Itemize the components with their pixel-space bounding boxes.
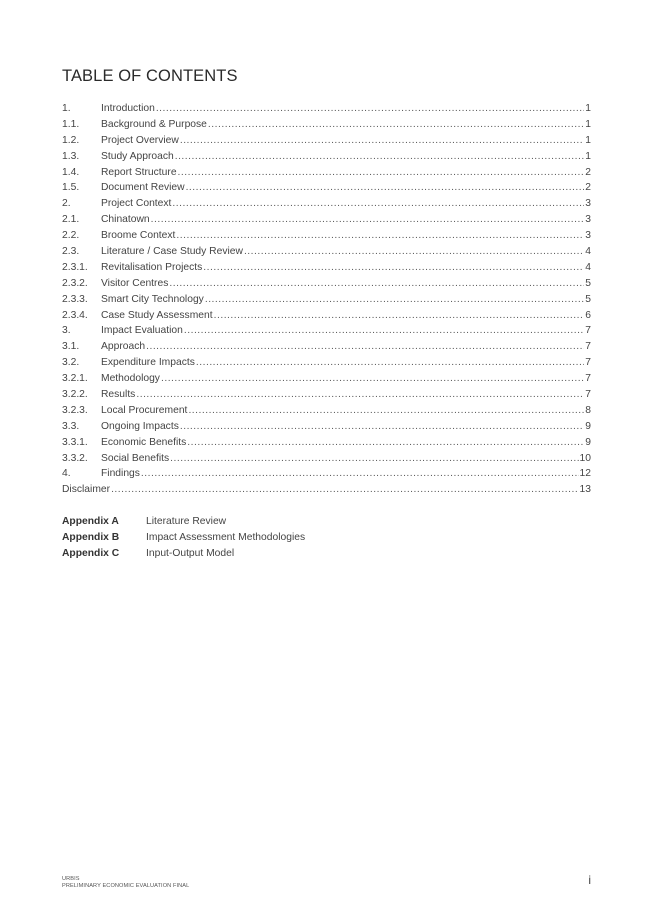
toc-entry[interactable] [62,117,591,133]
footer-company: URBIS [62,876,80,882]
toc-entry[interactable] [62,339,591,355]
toc-entry-title: Chinatown [101,214,150,226]
toc-entry-title: Visitor Centres [101,277,169,289]
toc-dot-leader [203,260,584,276]
toc-entry-number: 1. [62,103,71,114]
toc-entry[interactable] [62,165,591,181]
toc-entry-number: 3.2.1. [62,373,88,385]
toc-entry-number: 3.2.3. [62,404,88,416]
toc-entry-page: 7 [585,357,591,369]
table-of-contents [62,101,591,498]
toc-entry-title: Case Study Assessment [101,309,213,321]
toc-entry-title: Revitalisation Projects [101,261,203,273]
toc-entry-title: Study Approach [101,150,174,162]
toc-entry-page: 3 [585,230,591,242]
toc-dot-leader [176,228,584,244]
toc-entry-number: 1.4. [62,166,80,178]
appendix-entry[interactable] [62,530,305,546]
toc-entry-page: 6 [585,309,591,321]
toc-entry-number: 2.3.1. [62,261,88,273]
toc-entry-number: 3.2. [62,357,80,369]
toc-entry[interactable] [62,276,591,292]
toc-entry-title: Ongoing Impacts [101,420,179,432]
toc-entry[interactable] [62,435,591,451]
appendix-title: Input-Output Model [146,548,235,559]
toc-dot-leader [196,355,584,371]
toc-entry-title: Approach [101,341,146,353]
toc-entry-page: 3 [585,214,591,226]
toc-entry[interactable] [62,403,591,419]
toc-entry-number: 1.2. [62,134,80,146]
toc-dot-leader [188,403,584,419]
toc-entry-page: 7 [585,341,591,353]
toc-entry[interactable] [62,133,591,149]
toc-dot-leader [175,149,584,165]
toc-entry-page: 2 [585,182,591,194]
toc-dot-leader [187,435,584,451]
toc-entry-page: 7 [585,325,591,337]
toc-entry-page: 1 [585,150,591,162]
toc-dot-leader [208,117,584,133]
toc-entry-title: Document Review [101,182,185,194]
toc-entry-title: Broome Context [101,230,176,242]
toc-entry-title: Impact Evaluation [101,325,183,337]
toc-entry-title: Findings [101,468,140,480]
toc-dot-leader [172,196,584,212]
appendix-title: Impact Assessment Methodologies [146,532,306,543]
toc-entry[interactable] [62,355,591,371]
toc-dot-leader [184,323,584,339]
page-title: TABLE OF CONTENTS [62,67,238,85]
toc-entry-page: 7 [585,373,591,385]
toc-entry[interactable] [62,228,591,244]
toc-dot-leader [111,482,578,498]
toc-dot-leader [170,451,578,467]
appendix-entry[interactable] [62,514,305,530]
toc-entry-page: 2 [585,166,591,178]
toc-entry-number: 2.3.4. [62,309,88,321]
toc-entry-number: 3.3. [62,420,80,432]
toc-entry-title: Introduction [101,103,155,114]
toc-entry-number: 2.3. [62,246,80,258]
toc-entry[interactable] [62,101,591,117]
toc-entry[interactable] [62,419,591,435]
toc-entry-number: 1.5. [62,182,80,194]
toc-entry-page: 12 [579,468,591,480]
toc-dot-leader [205,292,584,308]
toc-entry-page: 5 [585,277,591,289]
toc-entry-number: 3. [62,325,71,337]
toc-dot-leader [161,371,584,387]
toc-dot-leader [178,165,584,181]
footer-report-title: PRELIMINARY ECONOMIC EVALUATION FINAL [62,883,190,889]
toc-entry[interactable] [62,308,591,324]
toc-dot-leader [169,276,584,292]
toc-entry-title: Methodology [101,373,160,385]
toc-entry[interactable] [62,323,591,339]
toc-entry-number: 2.3.3. [62,293,88,305]
toc-entry[interactable] [62,387,591,403]
toc-dot-leader [136,387,584,403]
toc-entry-page: 10 [579,452,591,464]
toc-entry-title: Economic Benefits [101,436,187,448]
appendix-label: Appendix C [62,548,120,559]
toc-entry[interactable] [62,292,591,308]
toc-entry-page: 5 [585,293,591,305]
toc-entry-title: Project Context [101,198,172,210]
toc-dot-leader [180,419,584,435]
toc-entry-number: 3.2.2. [62,389,88,401]
appendix-list [62,514,305,562]
toc-entry[interactable] [62,466,591,482]
appendix-label: Appendix B [62,532,120,543]
toc-entry[interactable] [62,212,591,228]
toc-entry-number: 2.3.2. [62,277,88,289]
toc-entry-title: Project Overview [101,134,179,146]
toc-entry-page: 9 [585,436,591,448]
toc-entry[interactable] [62,149,591,165]
toc-entry-number: 2.1. [62,214,80,226]
toc-entry-number: 3.1. [62,341,80,353]
toc-entry-page: 1 [585,118,591,130]
toc-entry-page: 13 [579,484,591,496]
toc-entry[interactable] [62,451,591,467]
toc-entry[interactable] [62,196,591,212]
toc-dot-leader [141,466,579,482]
toc-entry-title: Results [101,389,136,401]
toc-entry-title: Smart City Technology [101,293,204,305]
toc-entry-title: Literature / Case Study Review [101,246,243,258]
toc-entry-number: 3.3.1. [62,436,88,448]
toc-entry-page: 8 [585,404,591,416]
toc-dot-leader [186,180,584,196]
appendix-entry[interactable] [62,546,305,562]
toc-entry-page: 1 [585,134,591,146]
toc-entry-title: Local Procurement [101,404,188,416]
toc-entry-title: Expenditure Impacts [101,357,195,369]
toc-entry[interactable] [62,180,591,196]
toc-entry[interactable] [62,371,591,387]
toc-entry-number: 2. [62,198,71,210]
appendix-label: Appendix A [62,516,119,527]
toc-entry-number: 1.1. [62,118,80,130]
toc-entry-page: 4 [585,246,591,258]
toc-entry-title: Background & Purpose [101,118,207,130]
toc-entry-number: 2.2. [62,230,80,242]
appendix-title: Literature Review [146,516,227,527]
toc-dot-leader [151,212,584,228]
toc-entry-number: 3.3.2. [62,452,88,464]
page-footer [62,876,189,890]
toc-entry[interactable] [62,244,591,260]
toc-entry-title: Disclaimer [62,484,111,496]
page-number: i [588,873,591,887]
toc-entry-number: 4. [62,468,71,480]
toc-dot-leader [146,339,584,355]
toc-dot-leader [214,308,584,324]
toc-entry-page: 4 [585,261,591,273]
toc-entry-title: Report Structure [101,166,177,178]
toc-entry[interactable] [62,482,591,498]
toc-entry-page: 7 [585,389,591,401]
toc-entry-title: Social Benefits [101,452,170,464]
toc-entry[interactable] [62,260,591,276]
toc-dot-leader [156,101,584,117]
toc-entry-page: 1 [585,103,591,114]
toc-dot-leader [244,244,584,260]
toc-dot-leader [180,133,584,149]
toc-entry-page: 9 [585,420,591,432]
toc-entry-page: 3 [585,198,591,210]
toc-entry-number: 1.3. [62,150,80,162]
